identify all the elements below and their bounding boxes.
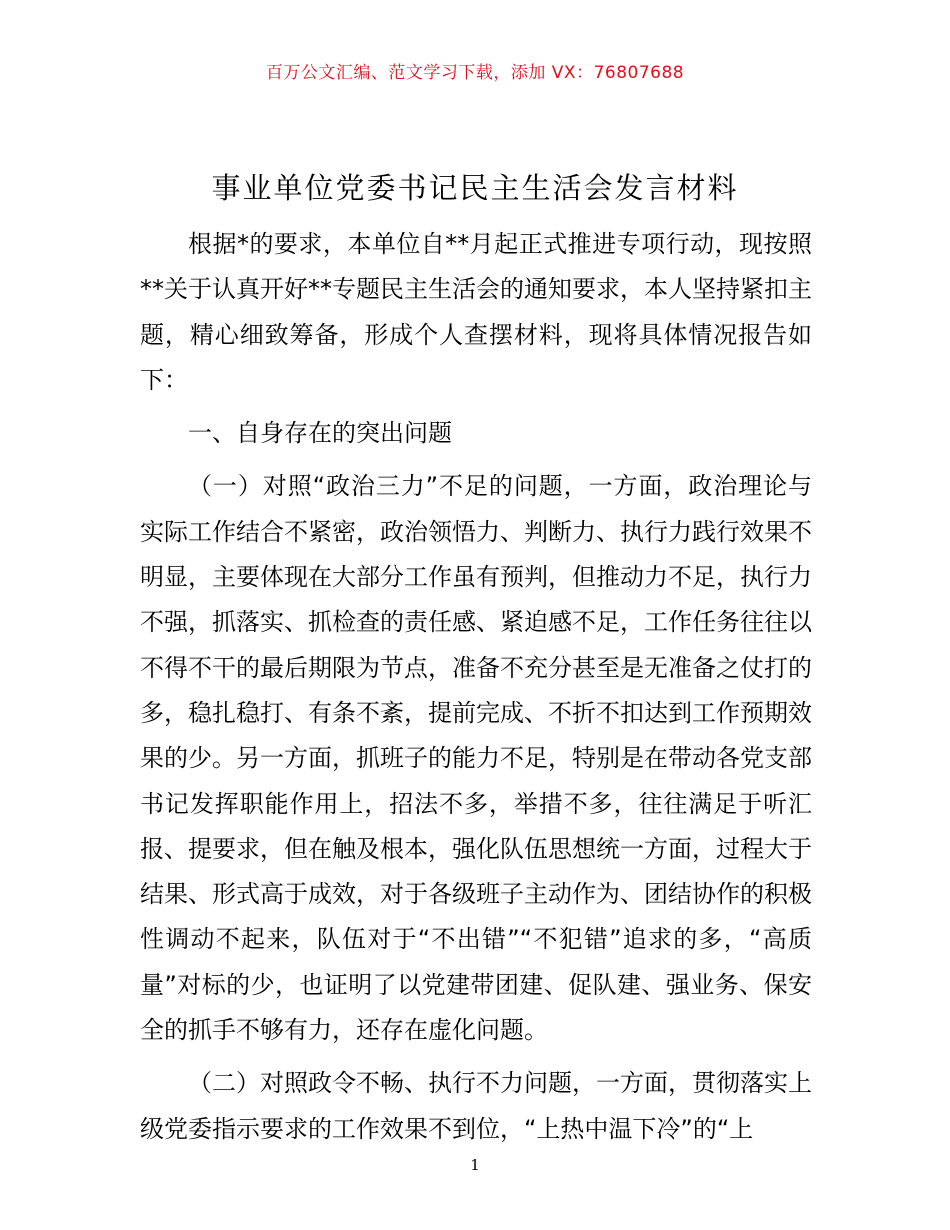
paragraph-intro: 根据*的要求，本单位自**月起正式推进专项行动，现按照**关于认真开好**专题民主生活会的通知要求，本人坚持紧扣主题，精心细致筹备，形成个人查摆材料，现将具体情况报告如下：: [140, 230, 812, 394]
header-banner: 百万公文汇编、范文学习下载，添加 VX：76807688: [265, 63, 685, 83]
document-body: [140, 222, 812, 1160]
paragraph-item-2: （二）对照政令不畅、执行不力问题，一方面，贯彻落实上级党委指示要求的工作效果不到位，“上热中温下冷”的“上: [140, 1069, 812, 1143]
section-heading: 一、自身存在的突出问题: [188, 419, 452, 448]
page-number: 1: [470, 1156, 480, 1174]
paragraph-item-1: （一）对照“政治三力”不足的问题，一方面，政治理论与实际工作结合不紧密，政治领悟力、判断力、执行力践行效果不明显，主要体现在大部分工作虽有预判，但推动力不足，执行力不强，抓落实、抓检查的责任感、紧迫感不足，工作任务往往以不得不干的最后期限为节点，准备不充分甚至是无准备之仗打的多，稳扎稳打、有条不紊，提前完成、不折不扣达到工作预期效果的少。另一方面，抓班子的能力不足，特别是在带动各党支部书记发挥职能作用上，招法不多，举措不多，往往满足于听汇报、提要求，但在触及根本，强化队伍思想统一方面，过程大于结果、形式高于成效，对于各级班子主动作为、团结协作的积极性调动不起来，队伍对于“不出错”“不犯错”追求的多，“高质量”对标的少，也证明了以党建带团建、促队建、强业务、保安全的抓手不够有力，还存在虚化问题。: [140, 472, 812, 1045]
document-title: 事业单位党委书记民主生活会发言材料: [211, 171, 739, 205]
